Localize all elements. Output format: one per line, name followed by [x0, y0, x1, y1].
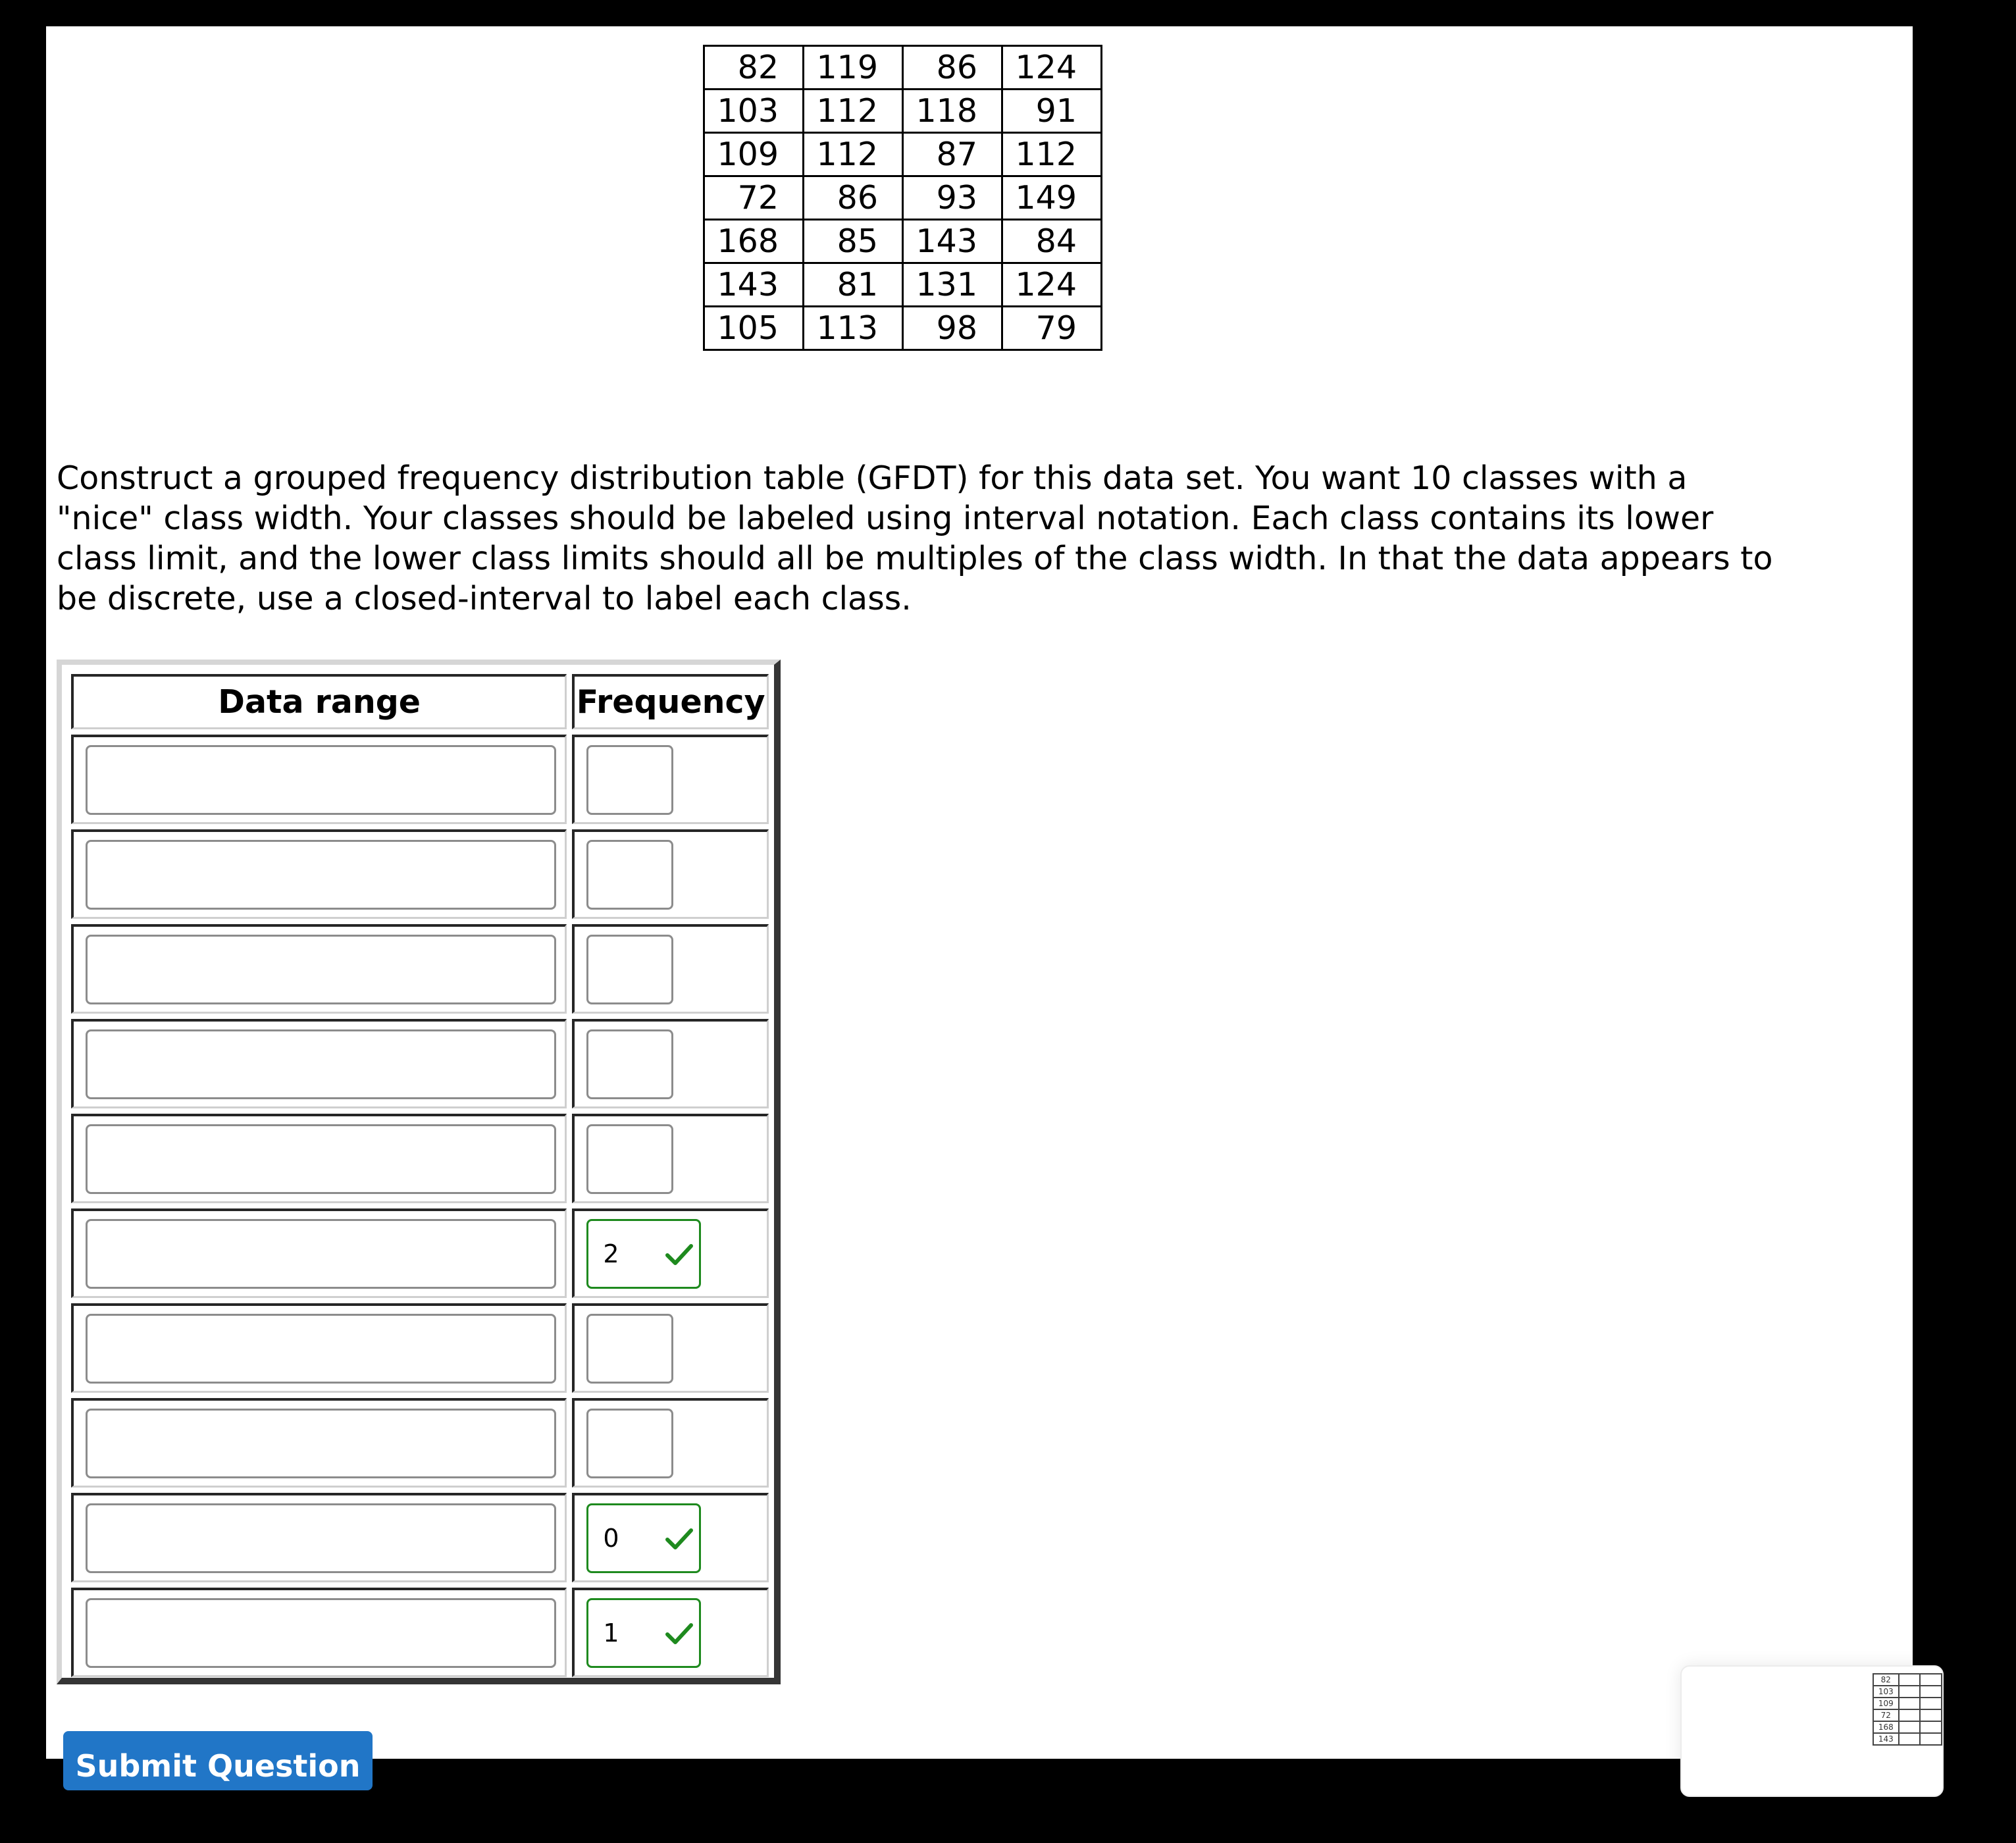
data-cell: 85 — [804, 220, 903, 263]
data-cell: 112 — [1002, 133, 1102, 176]
preview-row — [1873, 1709, 1942, 1721]
frequency-cell — [572, 829, 769, 919]
gfdt-row — [71, 924, 769, 1014]
data-range-cell — [71, 1019, 567, 1108]
gfdt-table-frame — [57, 660, 781, 1684]
data-range-header: Data range — [71, 674, 567, 729]
data-cell: 131 — [903, 263, 1002, 307]
preview-cell — [1899, 1686, 1921, 1698]
data-cell: 168 — [704, 220, 804, 263]
frequency-field — [586, 1124, 673, 1194]
data-table-preview-thumbnail[interactable] — [1680, 1665, 1944, 1797]
frequency-field — [586, 840, 673, 910]
data-range-input[interactable] — [86, 1598, 556, 1668]
gfdt-row — [71, 1588, 769, 1677]
data-row — [704, 90, 1102, 133]
data-row — [704, 176, 1102, 220]
preview-row — [1873, 1698, 1942, 1709]
frequency-cell — [572, 1588, 769, 1677]
data-cell: 143 — [903, 220, 1002, 263]
preview-table — [1873, 1673, 1942, 1746]
frequency-input[interactable] — [588, 1031, 671, 1097]
frequency-input[interactable] — [588, 842, 671, 908]
data-range-cell — [71, 1398, 567, 1488]
checkmark-icon — [663, 1618, 695, 1649]
preview-cell: 109 — [1873, 1698, 1899, 1709]
gfdt-row — [71, 1208, 769, 1298]
data-cell: 72 — [704, 176, 804, 220]
question-text: Construct a grouped frequency distribution table (GFDT) for this data set. You want 10 classes with a "nice" class width. Your classes should be labeled using interval notation. Each class contains its lower class limit, and the lower class limits should all be multiples of the class width. In that the data appears to be discrete, use a closed-interval to label each class. — [57, 459, 1773, 617]
data-range-cell — [71, 1208, 567, 1298]
preview-cell — [1920, 1698, 1942, 1709]
preview-cell — [1920, 1686, 1942, 1698]
data-range-cell — [71, 735, 567, 824]
submit-question-button[interactable]: Submit Question — [63, 1731, 373, 1790]
data-cell: 109 — [704, 133, 804, 176]
preview-cell: 143 — [1873, 1733, 1899, 1745]
preview-row — [1873, 1733, 1942, 1745]
preview-cell — [1899, 1733, 1921, 1745]
gfdt-row — [71, 735, 769, 824]
data-cell: 103 — [704, 90, 804, 133]
frequency-cell — [572, 1398, 769, 1488]
data-range-input[interactable] — [86, 1314, 556, 1384]
data-row — [704, 46, 1102, 90]
data-cell: 105 — [704, 307, 804, 350]
preview-cell — [1920, 1721, 1942, 1733]
gfdt-header-row — [71, 674, 769, 729]
frequency-header: Frequency — [572, 674, 769, 729]
data-range-input[interactable] — [86, 935, 556, 1004]
gfdt-row — [71, 1114, 769, 1203]
data-cell: 124 — [1002, 46, 1102, 90]
frequency-cell — [572, 1493, 769, 1582]
frequency-field — [586, 1503, 701, 1573]
data-range-input[interactable] — [86, 1124, 556, 1194]
data-row — [704, 307, 1102, 350]
data-cell: 86 — [903, 46, 1002, 90]
data-range-input[interactable] — [86, 1029, 556, 1099]
data-cell: 113 — [804, 307, 903, 350]
data-cell: 82 — [704, 46, 804, 90]
data-cell: 98 — [903, 307, 1002, 350]
frequency-input[interactable] — [588, 1411, 671, 1476]
frequency-field — [586, 1409, 673, 1478]
data-row — [704, 263, 1102, 307]
data-range-input[interactable] — [86, 1503, 556, 1573]
data-cell: 79 — [1002, 307, 1102, 350]
frequency-input[interactable] — [588, 937, 671, 1002]
data-cell: 119 — [804, 46, 903, 90]
data-cell: 124 — [1002, 263, 1102, 307]
frequency-input[interactable] — [588, 747, 671, 813]
frequency-field — [586, 1314, 673, 1384]
checkmark-icon — [663, 1523, 695, 1555]
frequency-cell — [572, 924, 769, 1014]
preview-cell: 72 — [1873, 1709, 1899, 1721]
data-cell: 93 — [903, 176, 1002, 220]
data-cell: 86 — [804, 176, 903, 220]
preview-cell: 168 — [1873, 1721, 1899, 1733]
data-row — [704, 220, 1102, 263]
frequency-cell — [572, 735, 769, 824]
preview-cell: 82 — [1873, 1674, 1899, 1686]
data-range-cell — [71, 1588, 567, 1677]
data-range-input[interactable] — [86, 840, 556, 910]
frequency-field — [586, 935, 673, 1004]
data-range-input[interactable] — [86, 1219, 556, 1289]
data-row — [704, 133, 1102, 176]
intro-text: Here is a data set: — [59, 0, 349, 33]
data-cell: 112 — [804, 90, 903, 133]
preview-row — [1873, 1674, 1942, 1686]
frequency-cell — [572, 1208, 769, 1298]
preview-cell — [1920, 1709, 1942, 1721]
preview-cell — [1899, 1709, 1921, 1721]
frequency-cell — [572, 1303, 769, 1393]
data-range-input[interactable] — [86, 745, 556, 815]
frequency-field — [586, 1219, 701, 1289]
data-range-cell — [71, 829, 567, 919]
gfdt-row — [71, 1303, 769, 1393]
data-cell: 118 — [903, 90, 1002, 133]
preview-cell: 103 — [1873, 1686, 1899, 1698]
frequency-cell — [572, 1114, 769, 1203]
data-range-cell — [71, 924, 567, 1014]
gfdt-row — [71, 1493, 769, 1582]
data-cell: 143 — [704, 263, 804, 307]
preview-row — [1873, 1721, 1942, 1733]
checkmark-icon — [663, 1239, 695, 1270]
data-range-cell — [71, 1303, 567, 1393]
preview-cell — [1899, 1674, 1921, 1686]
data-range-input[interactable] — [86, 1409, 556, 1478]
preview-cell — [1899, 1698, 1921, 1709]
gfdt-table — [66, 669, 774, 1682]
preview-cell — [1920, 1674, 1942, 1686]
frequency-cell — [572, 1019, 769, 1108]
gfdt-row — [71, 1019, 769, 1108]
frequency-field — [586, 1029, 673, 1099]
gfdt-row — [71, 829, 769, 919]
frequency-field — [586, 1598, 701, 1668]
gfdt-row — [71, 1398, 769, 1488]
data-cell: 112 — [804, 133, 903, 176]
data-set-table — [703, 45, 1102, 351]
data-cell: 149 — [1002, 176, 1102, 220]
data-range-cell — [71, 1493, 567, 1582]
data-cell: 87 — [903, 133, 1002, 176]
preview-cell — [1899, 1721, 1921, 1733]
preview-row — [1873, 1686, 1942, 1698]
data-cell: 84 — [1002, 220, 1102, 263]
screen — [46, 0, 1913, 1784]
preview-cell — [1920, 1733, 1942, 1745]
data-cell: 91 — [1002, 90, 1102, 133]
frequency-input[interactable] — [588, 1316, 671, 1382]
frequency-field — [586, 745, 673, 815]
data-cell: 81 — [804, 263, 903, 307]
data-range-cell — [71, 1114, 567, 1203]
frequency-input[interactable] — [588, 1126, 671, 1192]
